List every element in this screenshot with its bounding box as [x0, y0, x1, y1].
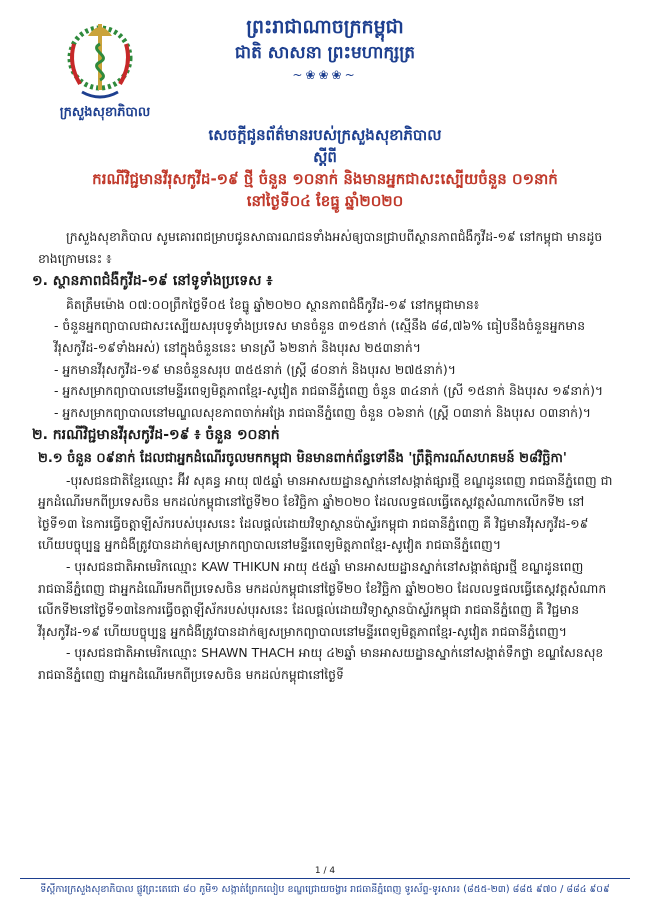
title-line-4: នៅថ្ងៃទី០៤ ខែធ្នូ ឆ្នាំ២០២០ — [246, 192, 404, 210]
ministry-logo-icon — [58, 14, 142, 110]
title-line-3: ករណីវិជ្ជមានវីរុសកូវីដ-១៩ ថ្មី ចំនួន ១០នាក់ និងមានអ្នកជាសះស្បើយចំនួន ០១នាក់ — [92, 170, 558, 188]
case-paragraph: - បុរសជនជាតិអាមេរិកឈ្មោះ SHAWN THACH អាយុ ៤២ឆ្នាំ មានអាសយដ្ឋានស្នាក់នៅសង្កាត់ទឹកថ្លា ខណ្ឌសែនសុខ រាជធានីភ្នំពេញ ជាអ្នកដំណើរមកពីប្រទេសចិន មកដល់កម្ពុជានៅថ្ងៃទី — [38, 645, 604, 682]
ornament: ~❀❀❀~ — [292, 68, 358, 82]
section-2-heading: ២. ករណីវិជ្ជមានវីរុសកូវីដ-១៩ ៖ ចំនួន ១០នាក់ — [32, 427, 280, 444]
list-item: - អ្នកសម្រាកព្យាបាលនៅមន្ទីរពេទ្យមិត្តភាពខ្មែរ-សូវៀត រាជធានីភ្នំពេញ ចំនួន ៣៤នាក់ (ស្រី ១៥នាក់ និងបុរស ១៩នាក់)។ — [54, 383, 604, 399]
title-line-2: ស្តីពី — [313, 148, 337, 166]
list-item: - អ្នកមានវីរុសកូវីដ-១៩ មានចំនួនសរុប ៣៥៥នាក់ (ស្ត្រី ៨០នាក់ និងបុរស ២៧៥នាក់)។ — [54, 361, 456, 377]
footer-divider — [20, 878, 630, 879]
section-1-heading: ១. ស្ថានភាពជំងឺកូវីដ-១៩ នៅទូទាំងប្រទេស ៖ — [32, 273, 273, 290]
case-paragraph: - បុរសជនជាតិអាមេរិកឈ្មោះ KAW THIKUN អាយុ ៥៥ឆ្នាំ មានអាសយដ្ឋានស្នាក់នៅសង្កាត់ផ្សារថ្មី ខណ្ឌដូនពេញ រាជធានីភ្នំពេញ ជាអ្នកដំណើរមកពីប្រទេសចិន មកដល់កម្ពុជានៅថ្ងៃទី២០ ខែវិច្ឆិកា ឆ្នាំ២០២០ ដែលលទ្ធផលធ្វើតេស្តវត្តសំណាកលើកទី២នៅថ្ងៃទី១៣នៃការធ្វើចត្តាឡីស័ករបស់បុរសនេះ ដែលផ្តល់ដោយវិទ្យាស្ថានប៉ាស្ទ័រកម្ពុជា រាជធានីភ្នំពេញ គឺ វិជ្ជមានវីរុសកូវីដ-១៩ ហើយបច្ចុប្បន្ន អ្នកជំងឺត្រូវបានដាក់ឲ្យសម្រាកព្យាបាលនៅមន្ទីរពេទ្យមិត្តភាពខ្មែរ-សូវៀត រាជធានីភ្នំពេញ។ — [38, 558, 607, 639]
ministry-name: ក្រសួងសុខាភិបាល — [59, 105, 151, 120]
section-2-1-heading: ២.១ ចំនួន ០៩នាក់ ដែលជាអ្នកដំណើរចូលមកកម្ពុជា មិនមានពាក់ព័ន្ធទៅនឹង 'ព្រឹត្តិការណ៍សហគមន៍ ២៨វិច្ឆិកា' — [38, 450, 567, 466]
case-paragraph: -បុរសជនជាតិខ្មែរឈ្មោះ អ៊ីវ សុគន្ធ អាយុ ៧៥ឆ្នាំ មានអាសយដ្ឋានស្នាក់នៅសង្កាត់ផ្សារថ្មី ខណ្ឌដូនពេញ រាជធានីភ្នំពេញ ជាអ្នកដំណើរមកពីប្រទេសចិន មកដល់កម្ពុជានៅថ្ងៃទី២០ ខែវិច្ឆិកា ឆ្នាំ២០២០ ដែលលទ្ធផលធ្វើតេស្តវត្តសំណាកលើកទី២ នៅថ្ងៃទី១៣ នៃការធ្វើចត្តាឡីស័ករបស់បុរសនេះ ដែលផ្តល់ដោយវិទ្យាស្ថានប៉ាស្ទ័រកម្ពុជា រាជធានីភ្នំពេញ គឺ វិជ្ជមានវីរុសកូវីដ-១៩ ហើយបច្ចុប្បន្ន អ្នកជំងឺត្រូវបានដាក់ឲ្យសម្រាកព្យាបាលនៅមន្ទីរពេទ្យមិត្តភាពខ្មែរ-សូវៀត រាជធានីភ្នំពេញ។ — [38, 472, 613, 553]
page-number: 1 / 4 — [314, 866, 336, 876]
list-item: - អ្នកសម្រាកព្យាបាលនៅមណ្ឌលសុខភាពចាក់អង្រែ រាជធានីភ្នំពេញ ចំនួន ០៦នាក់ (ស្ត្រី ០៣នាក់ និងបុរស ០៣នាក់)។ — [54, 404, 591, 420]
kingdom-header — [160, 14, 490, 84]
title-block — [20, 124, 630, 212]
footer-address: ទីស្តីការក្រសួងសុខាភិបាល ផ្លូវព្រះតេជោ ៨០ ភូមិ១ សង្កាត់ព្រែកលៀប ខណ្ឌជ្រោយចង្វារ រាជធានីភ្នំពេញ ទូរស័ព្ទ-ទូរសារ៖ (៨៥៥-២៣) ៨៨៥ ៩៧០ / ៨៨៤ ៩០៩ — [40, 884, 610, 895]
section-1-paragraph: គិតត្រឹមម៉ោង ០៧:០០ព្រឹកថ្ងៃទី០៥ ខែធ្នូ ឆ្នាំ២០២០ ស្ថានភាពជំងឺកូវីដ-១៩ នៅកម្ពុជាមាន៖ — [66, 296, 480, 312]
title-line-1: សេចក្តីជូនព័ត៌មានរបស់ក្រសួងសុខាភិបាល — [208, 126, 442, 144]
kingdom-title: ព្រះរាជាណាចក្រកម្ពុជា — [246, 16, 404, 38]
kingdom-motto: ជាតិ សាសនា ព្រះមហាក្សត្រ — [234, 43, 416, 63]
document-body — [32, 226, 618, 685]
intro-paragraph: ក្រសួងសុខាភិបាល សូមគោរពជម្រាបជូនសាធារណជនទាំងអស់ឲ្យបានជ្រាបពីស្ថានភាពជំងឺកូវីដ-១៩ នៅកម្ពុជា មានដូចខាងក្រោមនេះ ៖ — [38, 229, 603, 266]
list-item: - ចំនួនអ្នកព្យាបាលជាសះស្បើយសរុបទូទាំងប្រទេស មានចំនួន ៣១៥នាក់ (ស្មើនឹង ៨៨,៧៦% ធៀបនឹងចំនួនអ្នកមានវីរុសកូវីដ-១៩ទាំងអស់) នៅក្នុងចំនួននេះ មានស្រី ៦២នាក់ និងបុរស ២៥៣នាក់។ — [54, 318, 586, 355]
